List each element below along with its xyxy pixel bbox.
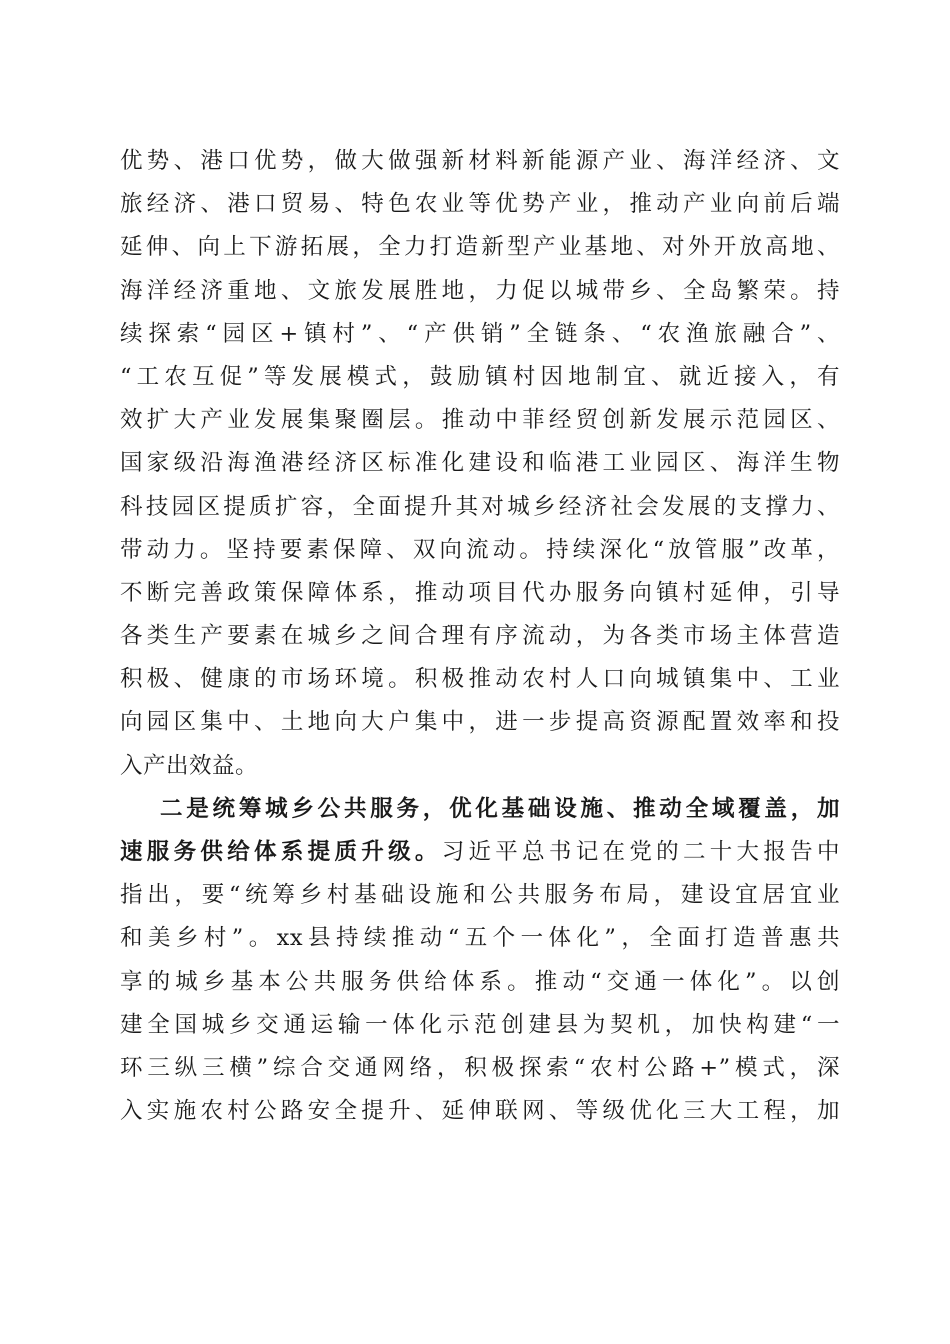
text-line: 环三纵三横”综合交通网络，积极探索“农村公路+”模式，深 [120,1054,840,1081]
text-line: 积极、健康的市场环境。积极推动农村人口向城镇集中、工业 [120,666,840,693]
text-line: 旅经济、港口贸易、特色农业等优势产业，推动产业向前后端 [120,191,840,218]
text-line: 建全国城乡交通运输一体化示范创建县为契机，加快构建“一 [120,1011,840,1038]
text-line: 延伸、向上下游拓展，全力打造新型产业基地、对外开放高地、 [120,234,840,261]
body-text [120,140,840,1133]
text-line: 科技园区提质扩容，全面提升其对城乡经济社会发展的支撑力、 [120,493,840,520]
text-line [120,831,840,874]
text-line: 和美乡村”。xx县持续推动“五个一体化”，全面打造普惠共 [120,925,840,952]
paragraph-heading-end: 速服务供给体系提质升级。 [120,839,442,865]
text-line: 海洋经济重地、文旅发展胜地，力促以城带乡、全岛繁荣。持 [120,277,840,304]
paragraph-heading-line: 二是统筹城乡公共服务，优化基础设施、推动全域覆盖，加 [160,795,840,822]
text-line: 效扩大产业发展集聚圈层。推动中菲经贸创新发展示范园区、 [120,407,840,434]
text-line: 享的城乡基本公共服务供给体系。推动“交通一体化”。以创 [120,968,840,995]
paragraph-2 [120,788,840,1134]
text-line: 向园区集中、土地向大户集中，进一步提高资源配置效率和投 [120,709,840,736]
text-segment: 习近平总书记在党的二十大报告中 [441,839,840,865]
text-line: 国家级沿海渔港经济区标准化建设和临港工业园区、海洋生物 [120,450,840,477]
text-line: 入实施农村公路安全提升、延伸联网、等级优化三大工程，加 [120,1098,840,1125]
text-line: 优势、港口优势，做大做强新材料新能源产业、海洋经济、文 [120,148,840,174]
text-line: 入产出效益。 [120,752,259,779]
text-line: 带动力。坚持要素保障、双向流动。持续深化“放管服”改革， [120,536,840,563]
text-line: 指出，要“统筹乡村基础设施和公共服务布局，建设宜居宜业 [120,882,840,909]
text-line: 不断完善政策保障体系，推动项目代办服务向镇村延伸，引导 [120,579,840,606]
paragraph-1 [120,140,840,788]
text-line: 续探索“园区+镇村”、“产供销”全链条、“农渔旅融合”、 [120,320,840,347]
text-line: “工农互促”等发展模式，鼓励镇村因地制宜、就近接入，有 [120,363,840,390]
text-line: 各类生产要素在城乡之间合理有序流动，为各类市场主体营造 [120,623,840,650]
